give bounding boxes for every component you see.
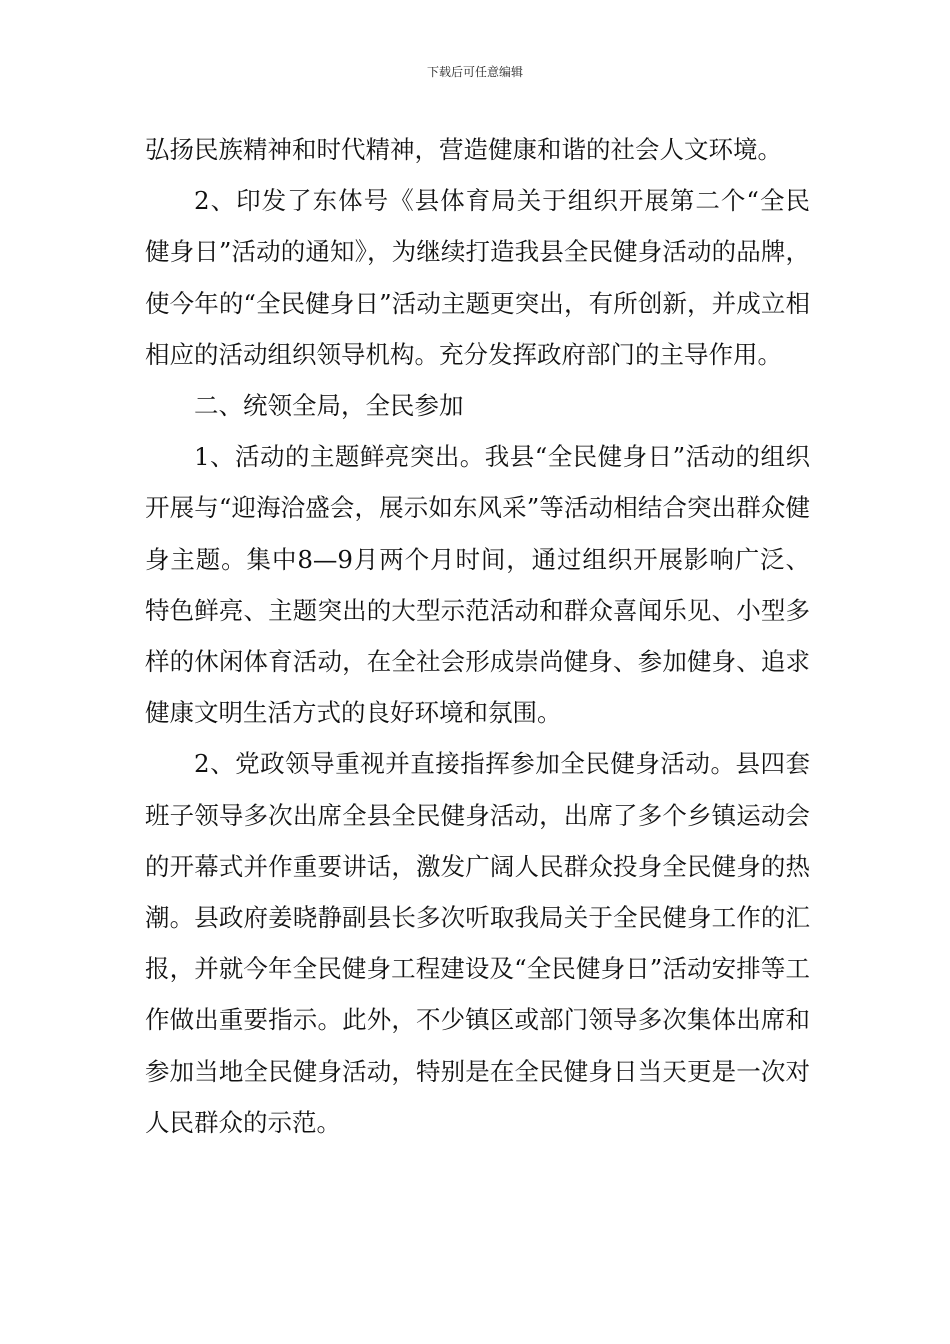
section-heading: 二、统领全局，全民参加 [194,391,464,421]
paragraph-4: 2、党政领导重视并直接指挥参加全民健身活动。县四套班子领导多次出席全县全民健身活动，出席了多个乡镇运动会的开幕式并作重要讲话，激发广阔人民群众投身全民健身的热潮。县政府姜晓静副县长多次听取我局关于全民健身工作的汇报，并就今年全民健身工程建设及“全民健身日”活动安排等工作做出重要指示。此外，不少镇区或部门领导多次集体出席和参加当地全民健身活动，特别是在全民健身日当天更是一次对人民群众的示范。 [145,749,810,1137]
paragraph-2: 2、印发了东体号《县体育局关于组织开展第二个“全民健身日”活动的通知》，为继续打造我县全民健身活动的品牌，使今年的“全民健身日”活动主题更突出，有所创新，并成立相相应的活动组织领导机构。充分发挥政府部门的主导作用。 [145,186,810,369]
paragraph-3: 1、活动的主题鲜亮突出。我县“全民健身日”活动的组织开展与“迎海洽盛会，展示如东风采”等活动相结合突出群众健身主题。集中8—9月两个月时间，通过组织开展影响广泛、特色鲜亮、主题突出的大型示范活动和群众喜闻乐见、小型多样的休闲体育活动，在全社会形成崇尚健身、参加健身、追求健康文明生活方式的良好环境和氛围。 [145,442,810,728]
document-body [145,124,810,1148]
paragraph-1: 弘扬民族精神和时代精神，营造健康和谐的社会人文环境。 [145,135,782,164]
page-header: 下载后可任意编辑 [426,65,523,79]
